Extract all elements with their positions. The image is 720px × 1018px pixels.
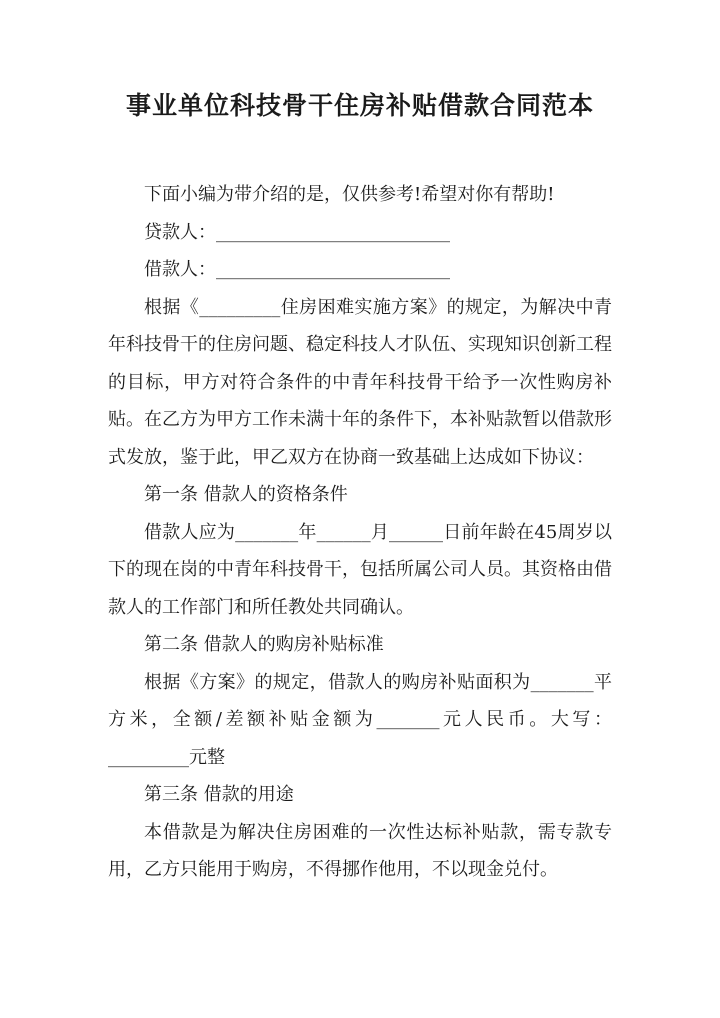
intro-paragraph: 下面小编为带介绍的是，仅供参考!希望对你有帮助!	[144, 184, 555, 205]
article-3-paragraph: 本借款是为解决住房困难的一次性达标补贴款，需专款专用，乙方只能用于购房，不得挪作他用，不以现金兑付。	[108, 821, 612, 880]
article-2-paragraph: 根据《方案》的规定，借款人的购房补贴面积为_______平方米，全额/差额补贴金额为_______元人民币。大写：_________元整	[108, 671, 612, 768]
borrower-field: 借款人：__________________________	[144, 259, 450, 280]
article-1-heading: 第一条 借款人的资格条件	[144, 484, 348, 505]
page-title: 事业单位科技骨干住房补贴借款合同范本	[125, 91, 594, 120]
preamble-paragraph: 根据《_________住房困难实施方案》的规定，为解决中青年科技骨干的住房问题、稳定科技人才队伍、实现知识创新工程的目标，甲方对符合条件的中青年科技骨干给予一次性购房补贴。在乙方为甲方工作未满十年的条件下，本补贴款暂以借款形式发放，鉴于此，甲乙双方在协商一致基础上达成如下协议：	[108, 296, 612, 468]
document-body	[108, 176, 612, 889]
article-3-heading: 第三条 借款的用途	[144, 784, 294, 805]
article-2-heading: 第二条 借款人的购房补贴标准	[144, 634, 384, 655]
lender-field: 贷款人：__________________________	[144, 221, 450, 243]
article-1-paragraph: 借款人应为_______年______月______日前年龄在45周岁以下的现在岗的中青年科技骨干，包括所属公司人员。其资格由借款人的工作部门和所任教处共同确认。	[108, 521, 612, 618]
